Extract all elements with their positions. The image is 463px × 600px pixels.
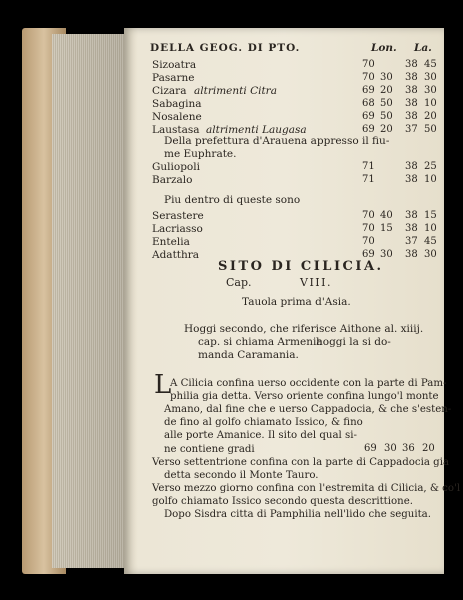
latitude-value: 50 bbox=[424, 124, 437, 135]
place-name: Sizoatra bbox=[152, 59, 197, 71]
longitude-value: 30 bbox=[380, 72, 393, 83]
note-prefettura-2: me Euphrate. bbox=[164, 148, 237, 160]
longitude-value: 30 bbox=[380, 249, 393, 260]
degree-value: 36 bbox=[402, 442, 415, 454]
section-title: SITO DI CILICIA. bbox=[218, 259, 384, 274]
place-name: Serastere bbox=[152, 210, 204, 222]
book-page bbox=[124, 28, 461, 574]
longitude-value: 70 bbox=[362, 223, 375, 234]
latitude-value: 25 bbox=[424, 161, 437, 172]
latitude-value: 38 bbox=[405, 111, 418, 122]
degree-value: 20 bbox=[422, 442, 435, 454]
degree-value: 69 bbox=[364, 442, 377, 454]
latitude-value: 38 bbox=[405, 98, 418, 109]
chapter-label: Cap. bbox=[226, 276, 252, 289]
longitude-value: 69 bbox=[362, 124, 375, 135]
degree-value: 30 bbox=[384, 442, 397, 454]
latitude-value: 38 bbox=[405, 210, 418, 221]
place-name: Pasarne bbox=[152, 72, 195, 84]
body-line: detta secondo il Monte Tauro. bbox=[164, 469, 319, 481]
latitude-value: 10 bbox=[424, 98, 437, 109]
latitude-value: 38 bbox=[405, 223, 418, 234]
body-line: ne contiene gradi bbox=[164, 443, 255, 455]
latitude-value: 10 bbox=[424, 174, 437, 185]
latitude-value: 20 bbox=[424, 111, 437, 122]
note-dentro: Piu dentro di queste sono bbox=[164, 194, 301, 206]
column-header-lon: Lon. bbox=[371, 42, 397, 54]
latitude-value: 45 bbox=[424, 236, 437, 247]
latitude-value: 37 bbox=[405, 124, 418, 135]
body-line: Amano, dal fine che e uerso Cappadocia, & che s'esten- bbox=[164, 404, 452, 416]
running-title: DELLA GEOG. DI PTO. bbox=[150, 42, 301, 54]
place-name: Guliopoli bbox=[152, 161, 200, 173]
latitude-value: 30 bbox=[424, 249, 437, 260]
latitude-value: 38 bbox=[405, 161, 418, 172]
latitude-value: 15 bbox=[424, 210, 437, 221]
body-line: Verso mezzo giorno confina con l'estremita di Cilicia, & co'l bbox=[152, 482, 461, 494]
longitude-value: 50 bbox=[380, 111, 393, 122]
open-book bbox=[22, 28, 461, 574]
latitude-value: 37 bbox=[405, 236, 418, 247]
longitude-value: 71 bbox=[362, 161, 375, 172]
drop-cap: L bbox=[154, 370, 172, 400]
note-prefettura-1: Della prefettura d'Arauena appresso il fiu- bbox=[164, 135, 390, 147]
longitude-value: 69 bbox=[362, 111, 375, 122]
body-line: A Cilicia confina uerso occidente con la parte di Pam- bbox=[170, 378, 447, 389]
gloss-line-2b: hoggi la si do- bbox=[316, 336, 391, 348]
latitude-value: 38 bbox=[405, 174, 418, 185]
latitude-value: 38 bbox=[405, 72, 418, 83]
longitude-value: 70 bbox=[362, 236, 375, 247]
longitude-value: 50 bbox=[380, 98, 393, 109]
body-line: golfo chiamato Issico secondo questa descrittione. bbox=[152, 495, 413, 507]
body-line: de fino al golfo chiamato Issico, & fino bbox=[164, 417, 363, 429]
body-line: philia gia detta. Verso oriente confina lungo'l monte bbox=[170, 391, 439, 403]
longitude-value: 69 bbox=[362, 85, 375, 96]
chapter-number: VIII. bbox=[300, 276, 332, 289]
gloss-line-2a: cap. si chiama Armenia bbox=[198, 336, 323, 348]
longitude-value: 40 bbox=[380, 210, 393, 221]
latitude-value: 38 bbox=[405, 59, 418, 70]
longitude-value: 70 bbox=[362, 59, 375, 70]
place-name: Cizara bbox=[152, 85, 187, 97]
place-name: Laustasa bbox=[152, 124, 200, 136]
latitude-value: 38 bbox=[405, 85, 418, 96]
longitude-value: 70 bbox=[362, 72, 375, 83]
place-name: Barzalo bbox=[152, 174, 193, 186]
place-name: Entelia bbox=[152, 236, 190, 248]
longitude-value: 70 bbox=[362, 210, 375, 221]
longitude-value: 15 bbox=[380, 223, 393, 234]
latitude-value: 10 bbox=[424, 223, 437, 234]
longitude-value: 20 bbox=[380, 124, 393, 135]
latitude-value: 38 bbox=[405, 249, 418, 260]
body-line: Dopo Sisdra citta di Pamphilia nell'lido che seguita. bbox=[164, 509, 431, 520]
place-note: altrimenti Laugasa bbox=[206, 124, 307, 136]
longitude-value: 68 bbox=[362, 98, 375, 109]
latitude-value: 45 bbox=[424, 59, 437, 70]
column-header-lat: La. bbox=[414, 42, 432, 54]
longitude-value: 71 bbox=[362, 174, 375, 185]
body-line: alle porte Amanice. Il sito del qual si- bbox=[164, 430, 357, 442]
latitude-value: 30 bbox=[424, 85, 437, 96]
longitude-value: 20 bbox=[380, 85, 393, 96]
place-name: Sabagina bbox=[152, 98, 202, 110]
place-name: Lacriasso bbox=[152, 223, 203, 235]
gloss-line-3: manda Caramania. bbox=[198, 349, 299, 361]
gloss-line-1: Hoggi secondo, che riferisce Aithone al. xiiij. bbox=[184, 323, 424, 335]
body-line: Verso settentrione confina con la parte di Cappadocia gia bbox=[152, 456, 450, 468]
place-name: Nosalene bbox=[152, 111, 202, 123]
latitude-value: 30 bbox=[424, 72, 437, 83]
place-name: Adatthra bbox=[152, 249, 200, 261]
longitude-value: 69 bbox=[362, 249, 375, 260]
place-note: altrimenti Citra bbox=[194, 85, 277, 97]
section-subtitle: Tauola prima d'Asia. bbox=[242, 296, 351, 308]
